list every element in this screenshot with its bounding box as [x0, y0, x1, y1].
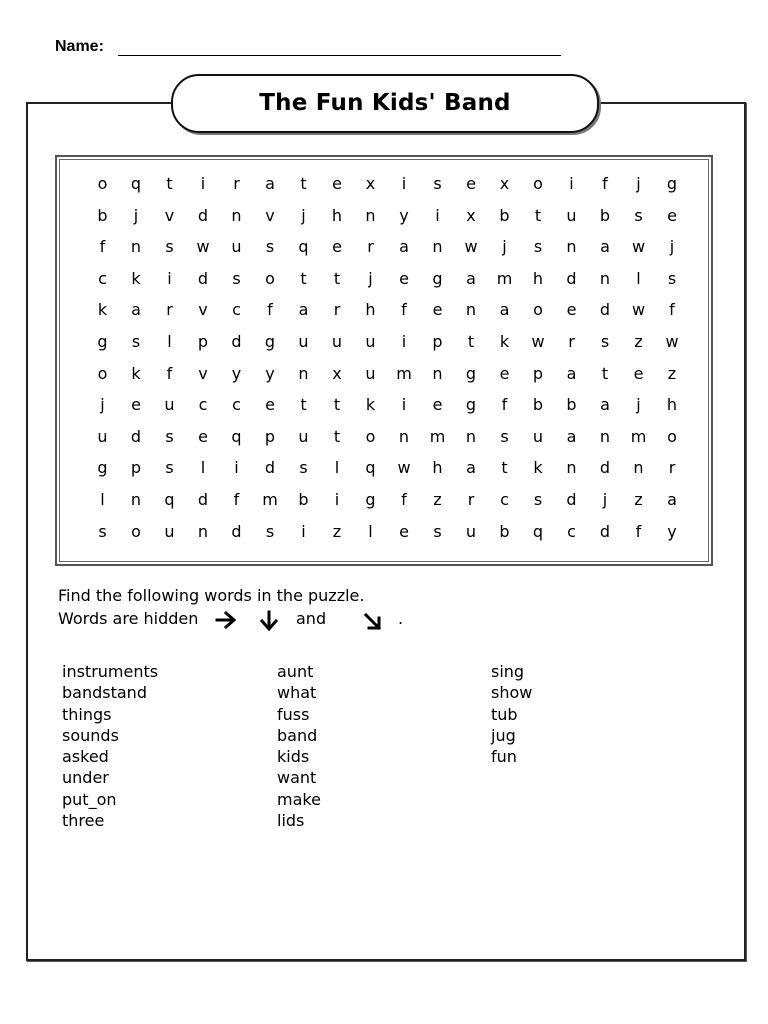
puzzle-letter[interactable]: l — [200, 458, 206, 478]
instructions-line1: Find the following words in the puzzle. — [58, 586, 365, 605]
puzzle-letter[interactable]: n — [432, 237, 443, 257]
puzzle-letter[interactable]: x — [499, 174, 510, 193]
puzzle-letter[interactable]: s — [265, 521, 275, 541]
puzzle-letter[interactable]: r — [166, 300, 173, 320]
puzzle-letter[interactable]: u — [298, 332, 309, 351]
word-list-item: put_on — [62, 789, 117, 809]
puzzle-letter[interactable]: r — [467, 490, 475, 509]
puzzle-letter[interactable]: l — [100, 490, 105, 509]
puzzle-letter[interactable]: j — [502, 237, 507, 257]
puzzle-letter[interactable]: s — [533, 490, 543, 509]
puzzle-letter[interactable]: n — [197, 521, 209, 541]
puzzle-letter[interactable]: z — [332, 521, 342, 541]
puzzle-letter[interactable]: a — [566, 426, 577, 446]
puzzle-letter[interactable]: s — [131, 332, 141, 351]
puzzle-row — [86, 200, 690, 232]
word-list-item: want — [277, 768, 317, 788]
puzzle-letter[interactable]: n — [365, 205, 376, 225]
word-list-item: jug — [491, 725, 516, 745]
puzzle-letter[interactable]: e — [499, 363, 510, 383]
puzzle-letter[interactable]: e — [633, 363, 644, 383]
puzzle-letter[interactable]: x — [365, 174, 376, 193]
puzzle-letter[interactable]: s — [98, 521, 107, 541]
puzzle-letter[interactable]: v — [198, 300, 208, 320]
puzzle-letter[interactable]: j — [368, 268, 373, 288]
puzzle-letter[interactable]: t — [534, 205, 542, 225]
puzzle-letter[interactable]: s — [533, 237, 543, 257]
puzzle-letter[interactable]: f — [669, 300, 675, 320]
puzzle-letter[interactable]: o — [97, 363, 108, 383]
puzzle-letter[interactable]: q — [532, 521, 544, 541]
puzzle-letter[interactable]: a — [499, 300, 510, 320]
right-arrow-icon — [215, 610, 237, 637]
puzzle-letter[interactable]: u — [465, 521, 477, 541]
puzzle-letter[interactable]: t — [467, 332, 475, 351]
word-list-item: fun — [491, 747, 517, 767]
puzzle-letter[interactable]: d — [599, 300, 611, 320]
puzzle-letter[interactable]: e — [399, 268, 409, 288]
puzzle-letter[interactable]: k — [499, 332, 510, 351]
word-list-item: sounds — [62, 725, 119, 745]
name-label: Name: — [55, 38, 104, 55]
puzzle-letter[interactable]: i — [334, 490, 340, 509]
puzzle-letter[interactable]: s — [265, 237, 275, 257]
puzzle-letter[interactable]: a — [466, 268, 476, 288]
down-arrow-icon — [258, 610, 280, 639]
puzzle-letter[interactable]: f — [401, 300, 407, 320]
puzzle-letter[interactable]: z — [634, 490, 643, 509]
puzzle-letter[interactable]: o — [131, 521, 141, 541]
puzzle-letter[interactable]: a — [265, 174, 275, 193]
puzzle-letter[interactable]: o — [533, 300, 543, 320]
puzzle-letter[interactable]: w — [397, 458, 411, 478]
puzzle-letter[interactable]: a — [298, 300, 309, 320]
puzzle-letter[interactable]: q — [298, 237, 309, 257]
puzzle-letter[interactable]: l — [636, 268, 641, 288]
puzzle-row — [86, 231, 690, 263]
puzzle-letter[interactable]: n — [465, 300, 477, 320]
puzzle-letter[interactable]: g — [365, 490, 376, 509]
puzzle-letter[interactable]: e — [399, 521, 409, 541]
puzzle-letter[interactable]: i — [167, 268, 172, 288]
instructions-and: and — [296, 609, 327, 628]
puzzle-letter[interactable]: g — [97, 332, 108, 351]
word-list-item: under — [62, 768, 109, 788]
puzzle-letter[interactable]: a — [600, 395, 610, 415]
puzzle-letter[interactable]: p — [264, 426, 276, 446]
instructions-line2 — [58, 607, 404, 631]
puzzle-letter[interactable]: t — [333, 268, 341, 288]
puzzle-letter[interactable]: g — [97, 458, 108, 478]
puzzle-letter[interactable]: t — [333, 426, 341, 446]
puzzle-letter[interactable]: j — [602, 490, 608, 509]
puzzle-letter[interactable]: g — [465, 395, 477, 415]
puzzle-letter[interactable]: j — [636, 395, 641, 415]
puzzle-letter[interactable]: y — [399, 205, 409, 225]
puzzle-letter[interactable]: e — [198, 426, 208, 446]
puzzle-letter[interactable]: t — [300, 395, 307, 415]
puzzle-letter[interactable]: v — [164, 205, 175, 225]
puzzle-letter[interactable]: o — [97, 174, 108, 193]
diagonal-down-right-arrow-icon — [363, 612, 383, 639]
puzzle-letter[interactable]: m — [630, 426, 647, 446]
puzzle-letter[interactable]: e — [332, 174, 342, 193]
puzzle-row — [86, 326, 690, 358]
puzzle-letter[interactable]: e — [265, 395, 275, 415]
puzzle-letter[interactable]: s — [634, 205, 643, 225]
puzzle-letter[interactable]: s — [433, 174, 442, 193]
puzzle-letter[interactable]: s — [165, 237, 174, 257]
puzzle-letter[interactable]: s — [165, 458, 174, 478]
puzzle-letter[interactable]: g — [666, 174, 678, 193]
puzzle-letter[interactable]: b — [499, 521, 510, 541]
puzzle-letter[interactable]: n — [130, 237, 142, 257]
puzzle-letter[interactable]: s — [500, 426, 509, 446]
puzzle-letter[interactable]: e — [667, 205, 677, 225]
puzzle-letter[interactable]: a — [600, 237, 610, 257]
puzzle-letter[interactable]: i — [569, 174, 574, 193]
puzzle-letter[interactable]: a — [667, 490, 677, 509]
puzzle-letter[interactable]: p — [532, 363, 544, 383]
puzzle-letter[interactable]: u — [365, 332, 376, 351]
puzzle-letter[interactable]: f — [267, 300, 273, 320]
puzzle-letter[interactable]: z — [667, 363, 677, 383]
puzzle-letter[interactable]: s — [165, 426, 174, 446]
puzzle-letter[interactable]: d — [130, 426, 142, 446]
puzzle-letter[interactable]: b — [532, 395, 544, 415]
puzzle-letter[interactable]: e — [432, 300, 443, 320]
puzzle-letter[interactable]: c — [232, 395, 241, 415]
page-title: The Fun Kids' Band — [171, 74, 599, 133]
puzzle-letter[interactable]: q — [231, 426, 242, 446]
puzzle-row — [86, 389, 690, 421]
puzzle-letter[interactable]: j — [669, 237, 675, 257]
puzzle-letter[interactable]: e — [466, 174, 476, 193]
word-list-item: tub — [491, 704, 518, 724]
word-list-item: kids — [277, 747, 310, 767]
puzzle-letter[interactable]: w — [196, 237, 210, 257]
word-list-item: things — [62, 704, 112, 724]
puzzle-letter[interactable]: m — [496, 268, 513, 288]
puzzle-letter[interactable]: n — [432, 363, 443, 383]
puzzle-row — [86, 263, 690, 295]
puzzle-letter[interactable]: t — [300, 174, 307, 193]
puzzle-letter[interactable]: b — [97, 205, 108, 225]
puzzle-letter[interactable]: m — [429, 426, 446, 446]
puzzle-letter[interactable]: b — [599, 205, 611, 225]
puzzle-letter[interactable]: f — [99, 237, 106, 257]
word-list-item: asked — [62, 747, 109, 767]
puzzle-letter[interactable]: f — [635, 521, 642, 541]
puzzle-letter[interactable]: w — [631, 237, 646, 257]
puzzle-letter[interactable]: l — [167, 332, 172, 351]
puzzle-letter[interactable]: s — [299, 458, 308, 478]
word-list-item: bandstand — [62, 683, 147, 703]
puzzle-letter[interactable]: n — [130, 490, 142, 509]
puzzle-letter[interactable]: e — [432, 395, 443, 415]
word-list-item: instruments — [62, 662, 159, 681]
puzzle-letter[interactable]: r — [367, 237, 374, 257]
puzzle-letter[interactable]: s — [433, 521, 442, 541]
puzzle-letter[interactable]: l — [368, 521, 373, 541]
puzzle-letter[interactable]: w — [531, 332, 545, 351]
word-list-item: lids — [277, 811, 305, 831]
puzzle-letter[interactable]: k — [131, 363, 141, 383]
puzzle-letter[interactable]: w — [665, 332, 679, 351]
puzzle-letter[interactable]: a — [466, 458, 476, 478]
puzzle-letter[interactable]: r — [568, 332, 575, 351]
puzzle-letter[interactable]: n — [566, 237, 577, 257]
puzzle-letter[interactable]: d — [197, 205, 209, 225]
puzzle-letter[interactable]: i — [435, 205, 440, 225]
puzzle-letter[interactable]: r — [233, 174, 240, 193]
puzzle-row — [86, 516, 690, 548]
puzzle-letter[interactable]: j — [133, 205, 139, 225]
puzzle-letter[interactable]: k — [131, 268, 141, 288]
puzzle-letter[interactable]: k — [97, 300, 108, 320]
puzzle-letter[interactable]: h — [532, 268, 544, 288]
puzzle-row — [86, 358, 690, 390]
puzzle-letter[interactable]: g — [465, 363, 477, 383]
puzzle-letter[interactable]: e — [131, 395, 141, 415]
word-list-item: make — [277, 789, 321, 809]
puzzle-letter[interactable]: h — [432, 458, 443, 478]
puzzle-letter[interactable]: k — [533, 458, 543, 478]
puzzle-letter[interactable]: a — [566, 363, 577, 383]
puzzle-letter[interactable]: f — [602, 174, 608, 193]
word-list-column-2 — [277, 661, 321, 831]
puzzle-letter[interactable]: w — [464, 237, 478, 257]
puzzle-letter[interactable]: v — [198, 363, 208, 383]
puzzle-letter[interactable]: j — [301, 205, 306, 225]
puzzle-letter[interactable]: i — [234, 458, 239, 478]
puzzle-letter[interactable]: f — [501, 395, 508, 415]
puzzle-letter[interactable]: o — [667, 426, 677, 446]
puzzle-letter[interactable]: y — [265, 363, 275, 383]
puzzle-letter[interactable]: d — [197, 268, 209, 288]
puzzle-letter[interactable]: i — [401, 332, 407, 351]
puzzle-letter[interactable]: t — [333, 395, 341, 415]
puzzle-letter[interactable]: u — [365, 363, 376, 383]
puzzle-letter[interactable]: m — [396, 363, 412, 383]
puzzle-letter[interactable]: h — [666, 395, 678, 415]
puzzle-letter[interactable]: u — [231, 237, 242, 257]
puzzle-letter[interactable]: n — [298, 363, 309, 383]
word-list-item: band — [277, 725, 318, 745]
puzzle-letter[interactable]: u — [566, 205, 577, 225]
puzzle-letter[interactable]: u — [331, 332, 343, 351]
puzzle-letter[interactable]: j — [100, 395, 105, 415]
puzzle-letter[interactable]: y — [231, 363, 242, 383]
puzzle-letter[interactable]: c — [98, 268, 107, 288]
instructions-suffix: . — [398, 609, 404, 628]
puzzle-letter[interactable]: f — [233, 490, 240, 509]
puzzle-letter[interactable]: u — [298, 426, 309, 446]
puzzle-letter[interactable]: n — [231, 205, 242, 225]
puzzle-letter[interactable]: d — [566, 490, 577, 509]
puzzle-letter[interactable]: q — [164, 490, 175, 509]
puzzle-letter[interactable]: c — [232, 300, 241, 320]
puzzle-letter[interactable]: t — [501, 458, 508, 478]
word-list-item: fuss — [277, 704, 310, 724]
puzzle-letter[interactable]: e — [332, 237, 342, 257]
puzzle-letter[interactable]: b — [499, 205, 510, 225]
puzzle-letter[interactable]: s — [600, 332, 610, 351]
word-list-item: what — [277, 683, 317, 703]
puzzle-letter[interactable]: t — [300, 268, 307, 288]
puzzle-letter[interactable]: l — [334, 458, 340, 478]
puzzle-letter[interactable]: i — [401, 395, 407, 415]
puzzle-letter[interactable]: d — [566, 268, 577, 288]
word-list-column-1 — [62, 661, 158, 831]
puzzle-row — [86, 168, 690, 200]
puzzle-letter[interactable]: q — [130, 174, 142, 193]
puzzle-letter[interactable]: n — [599, 426, 611, 446]
puzzle-letter[interactable]: u — [97, 426, 108, 446]
puzzle-letter[interactable]: n — [398, 426, 410, 446]
puzzle-letter[interactable]: p — [130, 458, 142, 478]
word-list-item: show — [491, 683, 533, 703]
puzzle-letter[interactable]: w — [631, 300, 646, 320]
puzzle-letter[interactable]: n — [633, 458, 644, 478]
puzzle-letter[interactable]: a — [399, 237, 409, 257]
puzzle-letter[interactable]: e — [566, 300, 577, 320]
name-line[interactable] — [118, 55, 561, 56]
puzzle-letter[interactable]: i — [401, 174, 407, 193]
puzzle-letter[interactable]: b — [566, 395, 577, 415]
puzzle-letter[interactable]: h — [331, 205, 343, 225]
puzzle-letter[interactable]: s — [667, 268, 677, 288]
puzzle-row — [86, 452, 690, 484]
puzzle-letter[interactable]: n — [566, 458, 577, 478]
puzzle-letter[interactable]: a — [131, 300, 141, 320]
puzzle-letter[interactable]: d — [231, 521, 242, 541]
puzzle-letter[interactable]: f — [401, 490, 407, 509]
puzzle-letter[interactable]: c — [500, 490, 509, 509]
puzzle-letter[interactable]: f — [166, 363, 173, 383]
puzzle-letter[interactable]: d — [599, 521, 611, 541]
puzzle-row — [86, 294, 690, 326]
puzzle-letter[interactable]: d — [264, 458, 276, 478]
puzzle-letter[interactable]: p — [432, 332, 443, 351]
puzzle-letter[interactable]: x — [466, 205, 476, 225]
puzzle-letter[interactable]: o — [365, 426, 376, 446]
puzzle-letter[interactable]: x — [332, 363, 342, 383]
puzzle-letter[interactable]: c — [198, 395, 208, 415]
puzzle-letter[interactable]: p — [197, 332, 209, 351]
puzzle-letter[interactable]: u — [164, 395, 175, 415]
puzzle-letter[interactable]: i — [301, 521, 306, 541]
puzzle-letter[interactable]: o — [265, 268, 275, 288]
puzzle-letter[interactable]: d — [599, 458, 611, 478]
puzzle-letter[interactable]: n — [465, 426, 477, 446]
puzzle-letter[interactable]: q — [365, 458, 376, 478]
puzzle-letter[interactable]: z — [433, 490, 442, 509]
puzzle-letter[interactable]: z — [634, 332, 643, 351]
instructions-prefix: Words are hidden — [58, 609, 199, 628]
puzzle-letter[interactable]: h — [365, 300, 376, 320]
word-list-item: aunt — [277, 662, 314, 681]
puzzle-letter[interactable]: u — [164, 521, 175, 541]
puzzle-letter[interactable]: b — [298, 490, 309, 509]
word-list-column-3 — [491, 661, 532, 767]
puzzle-letter[interactable]: j — [636, 174, 641, 193]
puzzle-letter[interactable]: o — [533, 174, 543, 193]
puzzle-letter[interactable]: r — [668, 458, 676, 478]
puzzle-row — [86, 484, 690, 516]
puzzle-letter[interactable]: t — [601, 363, 609, 383]
puzzle-letter[interactable]: v — [265, 205, 275, 225]
puzzle-letter[interactable]: g — [264, 332, 276, 351]
word-list-item: sing — [491, 662, 525, 681]
word-list-item: three — [62, 811, 105, 831]
puzzle-letter[interactable]: i — [200, 174, 206, 193]
puzzle-letter[interactable]: c — [567, 521, 576, 541]
puzzle-letter[interactable]: s — [232, 268, 241, 288]
puzzle-letter[interactable]: g — [432, 268, 443, 288]
puzzle-letter[interactable]: r — [333, 300, 341, 320]
puzzle-letter[interactable]: k — [365, 395, 376, 415]
puzzle-letter[interactable]: y — [667, 521, 677, 541]
puzzle-row — [86, 421, 690, 453]
puzzle-letter[interactable]: t — [166, 174, 173, 193]
puzzle-letter[interactable]: d — [197, 490, 209, 509]
puzzle-letter[interactable]: d — [231, 332, 242, 351]
puzzle-letter[interactable]: m — [262, 490, 278, 509]
puzzle-letter[interactable]: n — [599, 268, 611, 288]
puzzle-letter[interactable]: u — [532, 426, 544, 446]
